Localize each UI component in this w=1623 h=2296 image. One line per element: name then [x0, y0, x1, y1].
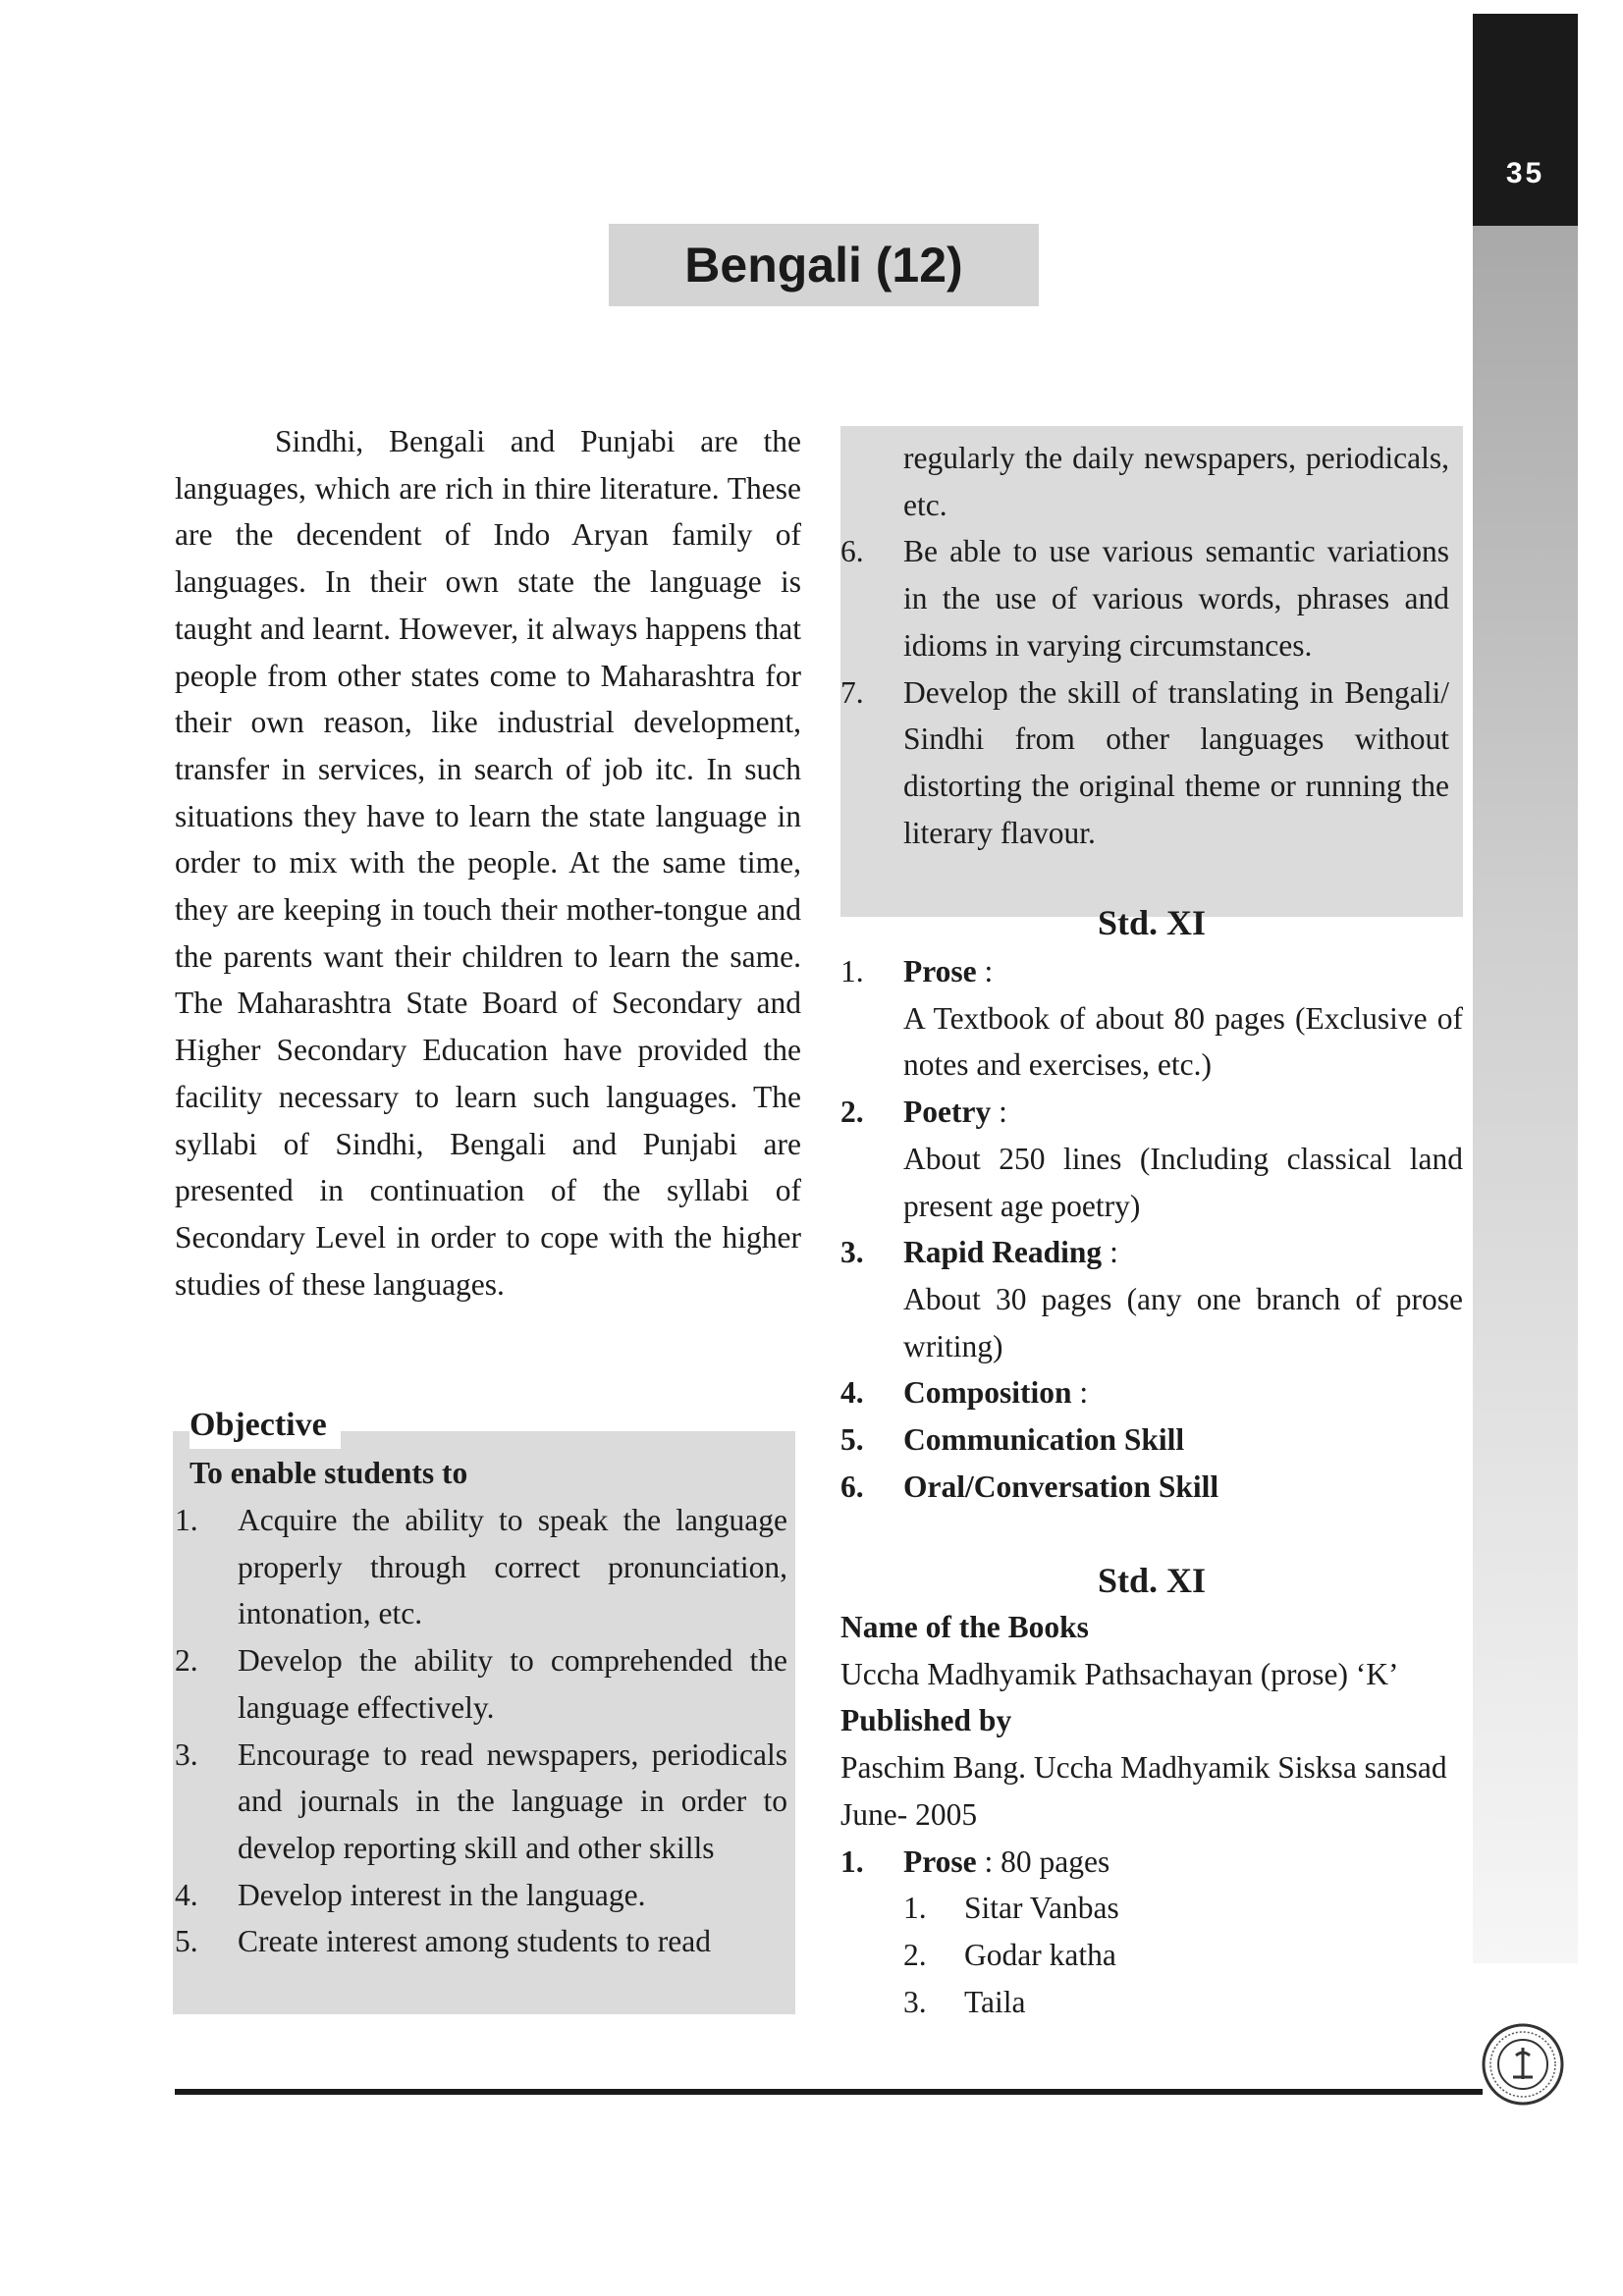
page-number: 35: [1505, 157, 1545, 189]
chapter-title: Godar katha: [964, 1937, 1116, 1972]
books-section: [840, 1604, 1463, 2025]
item-number: 6.: [840, 534, 864, 569]
item-number: 6.: [840, 1468, 864, 1504]
intro-paragraph: Sindhi, Bengali and Punjabi are the languages, which are rich in thire literature. These are the decendent of Indo Aryan family of languages. In their own state the language is taught and learnt. However, it always happens that people from other states come to Maharashtra for their own reason, like industrial development, transfer in services, in search of job itc. In such situations they have to learn the state language in order to mix with the people. At the same time, they are keeping in touch their mother-tongue and the parents want their children to learn the same. The Maharashtra State Board of Secondary and Higher Secondary Education have provided the facility necessary to learn such languages. The syllabi of Sindhi, Bengali and Punjabi are presented in continuation of the syllabi of Secondary Level in order to cope with the higher studies of these languages.: [175, 424, 801, 1302]
item-text: Acquire the ability to speak the language properly through correct pronunciation, intonation, etc.: [238, 1503, 787, 1631]
books-published-label: Published by: [840, 1703, 1012, 1738]
list-item: [175, 1497, 787, 1637]
item-number: 7.: [840, 674, 864, 710]
item-number: 4.: [175, 1877, 198, 1912]
item-number: 1.: [840, 954, 864, 988]
list-item: [175, 1918, 787, 1965]
item-number: 3.: [175, 1736, 198, 1772]
books-published-value: Paschim Bang. Uccha Madhyamik Sisksa sansad June- 2005: [840, 1750, 1447, 1832]
list-item: [840, 1979, 1463, 2026]
bottom-rule: [175, 2089, 1483, 2095]
objective-continued: [840, 435, 1449, 856]
item-text: Develop interest in the language.: [238, 1877, 646, 1912]
chapter-list: [840, 1885, 1463, 2025]
item-text: Be able to use various semantic variations in the use of various words, phrases and idioms in varying circumstances.: [903, 534, 1449, 663]
list-item: [840, 1464, 1463, 1511]
item-text: Develop the skill of translating in Bengali/ Sindhi from other languages without distorting the original theme or running the literary flavour.: [903, 674, 1449, 850]
item-label: Oral/Conversation Skill: [903, 1468, 1219, 1504]
item-separator: :: [1102, 1235, 1118, 1270]
books-name-label: Name of the Books: [840, 1610, 1089, 1644]
item-number: 2.: [840, 1095, 864, 1130]
item-separator: :: [1071, 1375, 1089, 1411]
syllabus-heading: Std. XI: [1097, 903, 1207, 942]
item-number: 3.: [903, 1984, 927, 2019]
list-item: [840, 1369, 1463, 1416]
list-item: [840, 669, 1449, 857]
item-number: 1.: [903, 1891, 927, 1926]
chapter-title: Sitar Vanbas: [964, 1891, 1119, 1926]
item-number: 3.: [840, 1235, 864, 1270]
item-number: 1.: [175, 1503, 198, 1537]
sidebar-gradient: [1473, 226, 1578, 1963]
item-number: 2.: [175, 1643, 198, 1679]
item-number: 4.: [840, 1375, 864, 1411]
item-description: About 30 pages (any one branch of prose writing): [903, 1281, 1463, 1363]
page-title: Bengali (12): [684, 238, 963, 293]
continued-text: regularly the daily newspapers, periodicals, etc.: [903, 441, 1449, 522]
syllabus-list: [840, 948, 1463, 1510]
books-prose-label: Prose: [903, 1843, 977, 1879]
books-name-value: Uccha Madhyamik Pathsachayan (prose) ‘K’: [840, 1656, 1399, 1691]
objective-heading: Objective: [189, 1402, 341, 1449]
item-label: Rapid Reading: [903, 1235, 1103, 1270]
list-item: [175, 1872, 787, 1919]
item-number: 5.: [840, 1422, 864, 1458]
item-description: A Textbook of about 80 pages (Exclusive of notes and exercises, etc.): [903, 1000, 1463, 1083]
item-label: Poetry: [903, 1095, 992, 1130]
list-item: [840, 1932, 1463, 1979]
sidebar-tab: [1473, 14, 1578, 226]
board-emblem-icon: [1481, 2022, 1565, 2107]
list-item: [840, 1416, 1463, 1464]
item-separator: :: [976, 954, 994, 988]
list-item: [840, 1229, 1463, 1369]
item-text: Develop the ability to comprehended the language effectively.: [238, 1643, 787, 1725]
list-item: [175, 1732, 787, 1872]
objective-continued-list: [840, 528, 1449, 856]
item-number: 5.: [175, 1924, 198, 1959]
item-label: Prose: [903, 954, 977, 988]
item-number: 1.: [840, 1843, 864, 1879]
item-text: Encourage to read newspapers, periodicals and journals in the language in order to develop reporting skill and other skills: [238, 1736, 787, 1865]
chapter-title: Taila: [964, 1984, 1026, 2019]
item-label: Composition: [903, 1375, 1072, 1411]
list-item: [840, 948, 1463, 1089]
item-description: About 250 lines (Including classical land present age poetry): [903, 1141, 1463, 1223]
item-number: 2.: [903, 1937, 927, 1972]
list-item: [840, 1885, 1463, 1932]
books-prose-value: : 80 pages: [976, 1843, 1110, 1879]
objective-list: [175, 1497, 787, 1965]
list-item: [840, 1089, 1463, 1229]
books-prose-row: [840, 1839, 1463, 1886]
item-separator: :: [991, 1095, 1007, 1130]
title-box: [609, 224, 1039, 306]
list-item: [840, 528, 1449, 668]
objective-subheading: To enable students to: [189, 1456, 468, 1490]
list-item: [175, 1637, 787, 1731]
item-label: Communication Skill: [903, 1422, 1185, 1458]
books-heading: Std. XI: [1097, 1561, 1207, 1600]
item-text: Create interest among students to read: [238, 1924, 711, 1959]
